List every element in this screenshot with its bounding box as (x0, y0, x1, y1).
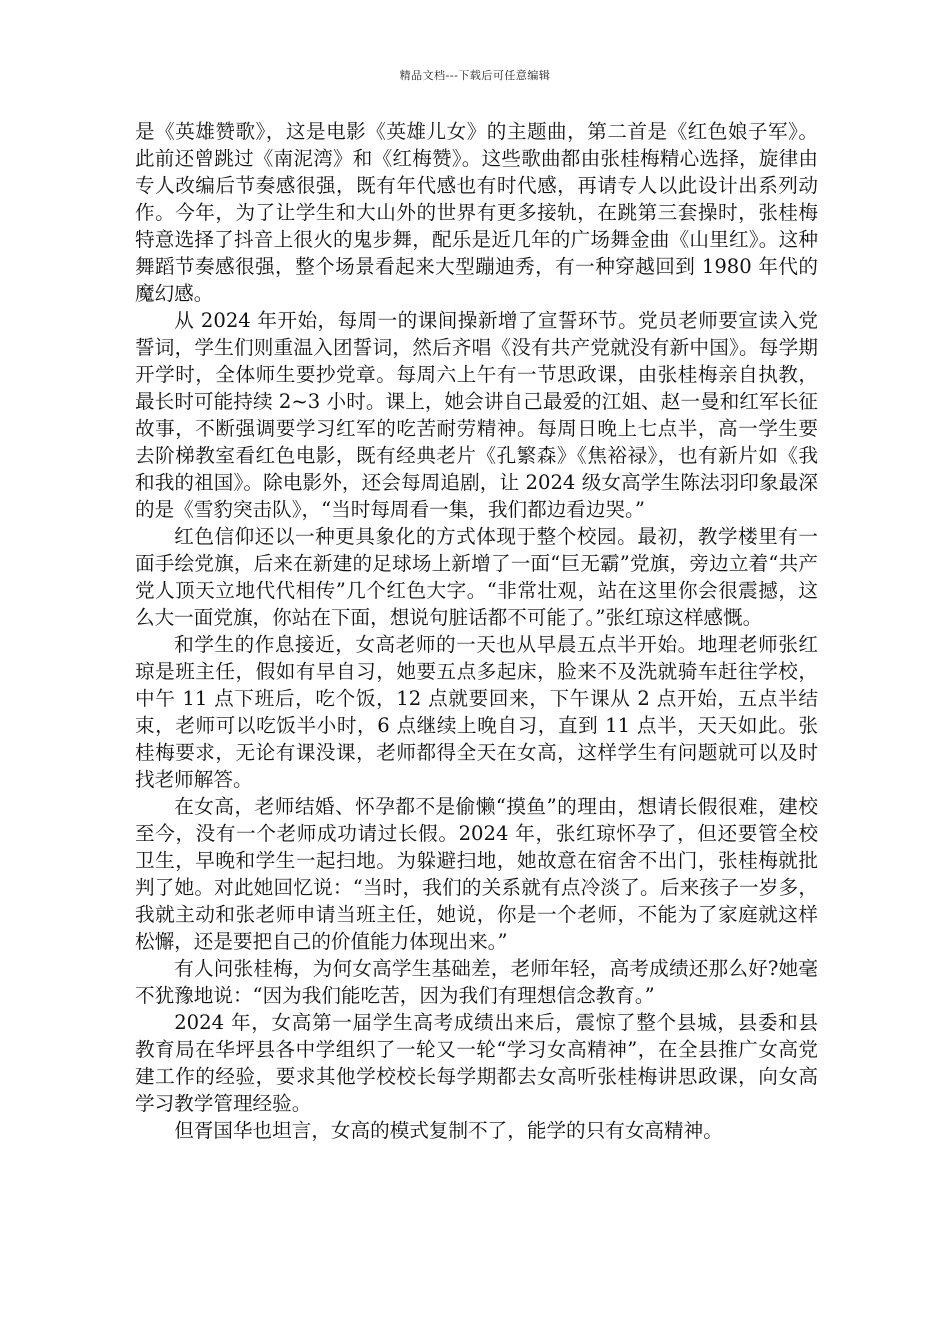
paragraph-8: 但胥国华也坦言，女高的模式复制不了，能学的只有女高精神。 (174, 1119, 723, 1142)
paragraph-3: 红色信仰还以一种更具象化的方式体现于整个校园。最初，教学楼里有一面手绘党旗，后来在新建的足球场上新增了一面“巨无霸”党旗，旁边立着“共产党人顶天立地代代相传”几个红色大字。“非常壮观，站在这里你会很震撼，这么大一面党旗，你站在下面，想说句脏话都不可能了。”张红琼这样感慨。 (135, 525, 818, 629)
page-header: 精品文档---下载后可任意编辑 (399, 69, 551, 82)
paragraph-5: 在女高，老师结婚、怀孕都不是偷懒“摸鱼”的理由，想请长假很难，建校至今，没有一个老师成功请过长假。2024 年，张红琼怀孕了，但还要管全校卫生，早晚和学生一起扫地。为躲避扫地，她故意在宿舍不出门，张桂梅就批判了她。对此她回忆说：“当时，我们的关系就有点冷淡了。后来孩子一岁多，我就主动和张老师申请当班主任，她说，你是一个老师，不能为了家庭就这样松懈，还是要把自己的价值能力体现出来。” (135, 795, 818, 953)
paragraph-2: 从 2024 年开始，每周一的课间操新增了宣誓环节。党员老师要宣读入党誓词，学生们则重温入团誓词，然后齐唱《没有共产党就没有新中国》。每学期开学时，全体师生要抄党章。每周六上午有一节思政课，由张桂梅亲自执教，最长时可能持续 2~3 小时。课上，她会讲自己最爱的江姐、赵一曼和红军长征故事，不断强调要学习红军的吃苦耐劳精神。每周日晚上七点半，高一学生要去阶梯教室看红色电影，既有经典老片《孔繁森》《焦裕禄》，也有新片如《我和我的祖国》。除电影外，还会每周追剧，让 2024 级女高学生陈法羽印象最深的是《雪豹突击队》，“当时每周看一集，我们都边看边哭。” (135, 309, 818, 521)
paragraph-1: 是《英雄赞歌》，这是电影《英雄儿女》的主题曲，第二首是《红色娘子军》。此前还曾跳过《南泥湾》和《红梅赞》。这些歌曲都由张桂梅精心选择，旋律由专人改编后节奏感很强，既有年代感也有时代感，再请专人以此设计出系列动作。今年，为了让学生和大山外的世界有更多接轨，在跳第三套操时，张桂梅特意选择了抖音上很火的鬼步舞，配乐是近几年的广场舞金曲《山里红》。这种舞蹈节奏感很强，整个场景看起来大型蹦迪秀，有一种穿越回到 1980 年代的魔幻感。 (135, 120, 818, 305)
paragraph-6: 有人问张桂梅，为何女高学生基础差，老师年轻，高考成绩还那么好?她毫不犹豫地说：“因为我们能吃苦，因为我们有理想信念教育。” (135, 957, 818, 1007)
paragraph-4: 和学生的作息接近，女高老师的一天也从早晨五点半开始。地理老师张红琼是班主任，假如有早自习，她要五点多起床，脸来不及洗就骑车赶往学校，中午 11 点下班后，吃个饭，12 点就要回来，下午课从 2 点开始，五点半结束，老师可以吃饭半小时，6 点继续上晚自习，直到 11 点半，天天如此。张桂梅要求，无论有课没课，老师都得全天在女高，这样学生有问题就可以及时找老师解答。 (135, 633, 818, 791)
paragraph-7: 2024 年，女高第一届学生高考成绩出来后，震惊了整个县城，县委和县教育局在华坪县各中学组织了一轮又一轮“学习女高精神”，在全县推广女高党建工作的经验，要求其他学校校长每学期都去女高听张桂梅讲思政课，向女高学习教学管理经验。 (135, 1011, 818, 1115)
document-body (135, 118, 818, 1144)
